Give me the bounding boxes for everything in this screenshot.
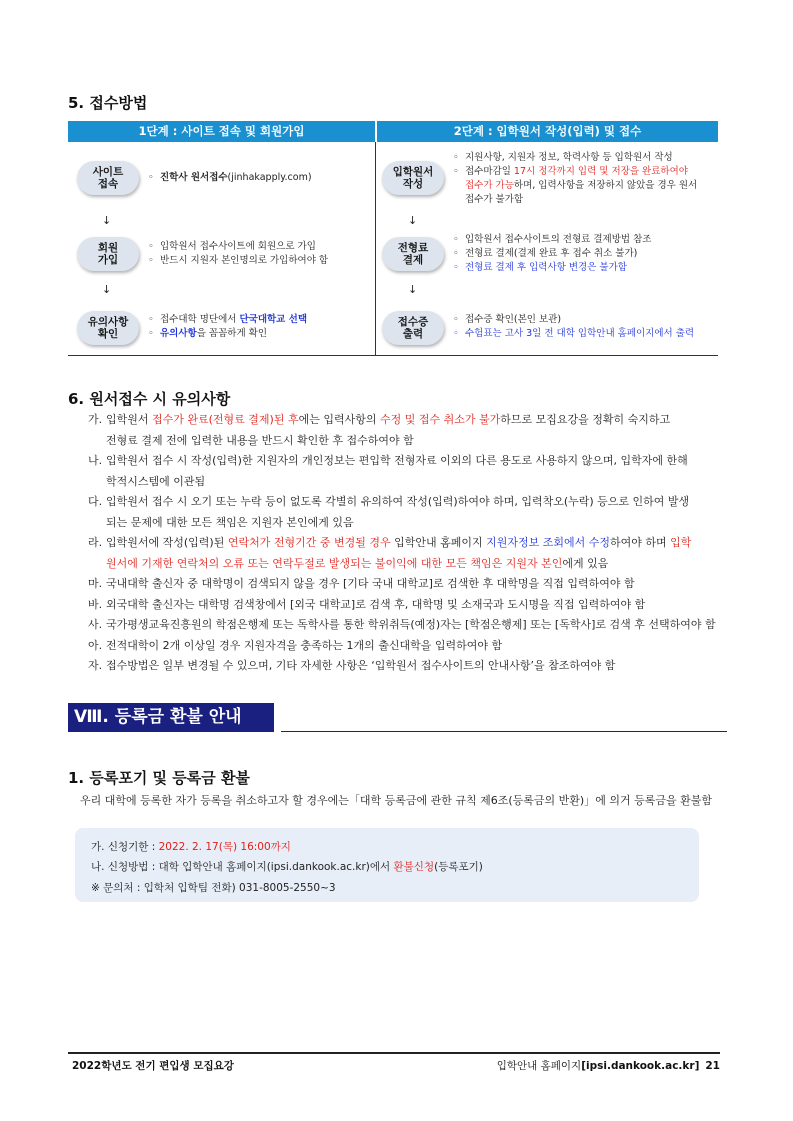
- arrow-icon: ↓: [408, 283, 418, 296]
- note-ba: [88, 595, 728, 616]
- note-na: [88, 451, 728, 492]
- notice-line-1: 접수대학 명단에서: [160, 314, 240, 325]
- note-highlight: 연락처가 전형기간 중 변경될 경우: [227, 536, 391, 549]
- note-text: 입학원서에 작성(입력)된: [106, 536, 228, 549]
- step-notice-text: [148, 313, 307, 341]
- note-text: 국내대학 출신자 중 대학명이 검색되지 않을 경우 [기타 국내 대학교]로 검색한 후 대학명을 직접 입력하여야 함: [106, 577, 635, 590]
- footer-title: 2022학년도 전기 편입생 모집요강: [72, 1060, 234, 1072]
- app-line-1: ◦ 지원사항, 지원자 정보, 학력사항 등 입학원서 작성: [453, 151, 718, 165]
- note-label: 나.: [88, 454, 103, 467]
- note-label: 라.: [88, 536, 103, 549]
- arrow-icon: ↓: [102, 214, 112, 227]
- note-text: 전적대학이 2개 이상일 경우 지원자격을 충족하는 1개의 출신대학을 입력하여야 함: [106, 638, 503, 652]
- deadline-label: 가. 신청기한 :: [91, 841, 159, 853]
- receipt-line-1: ◦ 접수증 확인(본인 보관): [453, 313, 718, 327]
- page-number: 21: [705, 1060, 720, 1072]
- note-label: 아.: [88, 638, 103, 652]
- note-highlight: 입학: [670, 536, 692, 549]
- step-notice-pill: 유의사항 확인: [77, 311, 139, 345]
- method-highlight: 환불신청: [393, 861, 435, 873]
- signup-line-2: ◦ 반드시 지원자 본인명의로 가입하여야 함: [148, 254, 328, 268]
- note-label: 다.: [88, 495, 103, 508]
- note-highlight: 수정 및 접수 취소가 불가: [379, 413, 501, 426]
- note-text: 입학원서 접수 시 오기 또는 누락 등이 없도록 각별히 유의하여 작성(입력)하여야 하며, 입력착오(누락) 등으로 인하여 발생: [106, 495, 690, 508]
- steps-table: [68, 121, 718, 356]
- app-line-3: 하며, 입력사항을 저장하지 않았을 경우 원서: [513, 180, 698, 191]
- note-highlight: 원서에 기재한 연락처의 오류 또는 연락두절로 발생되는 불이익에 대한 모든 책임은 지원자 본인: [106, 556, 563, 570]
- pay-line-3: ◦ 전형료 결제 후 입력사항 변경은 불가함: [453, 261, 718, 275]
- note-text: 되는 문제에 대한 모든 책임은 지원자 본인에게 있음: [106, 515, 354, 529]
- section8-title: Ⅷ. 등록금 환불 안내: [68, 703, 274, 732]
- arrow-icon: ↓: [408, 214, 418, 227]
- section8-rule: [281, 731, 727, 732]
- step-signup-text: [148, 240, 328, 268]
- step-receipt-text: [453, 313, 718, 341]
- receipt-line-2: ◦ 수험표는 고사 3일 전 대학 입학안내 홈페이지에서 출력: [453, 327, 718, 341]
- section6-title: 6. 원서접수 시 유의사항: [68, 390, 231, 408]
- refund-contact: ※ 문의처 : 입학처 입학팀 전화) 031-8005-2550~3: [91, 882, 336, 894]
- deadline-value: 2022. 2. 17(목) 16:00까지: [158, 841, 291, 853]
- refund-method: [91, 859, 483, 874]
- note-text: 입학원서: [106, 413, 153, 426]
- note-da: [88, 492, 728, 533]
- note-aa: [88, 636, 728, 657]
- stage1-header: 1단계 : 사이트 접속 및 회원가입: [68, 121, 375, 142]
- footer-right: [497, 1058, 720, 1073]
- note-label: 바.: [88, 597, 103, 611]
- step-receipt-pill: 접수증 출력: [382, 311, 444, 345]
- pay-line-1: ◦ 입학원서 접수사이트의 전형료 결제방법 참조: [453, 233, 718, 247]
- note-text: 접수방법은 일부 변경될 수 있으며, 기타 자세한 사항은 ‘입학원서 접수사이트의 안내사항’을 참조하여야 함: [106, 659, 616, 672]
- note-ra: [88, 533, 728, 574]
- refund-info-box: [75, 828, 699, 902]
- jinhak-label: 진학사 원서접수: [160, 172, 228, 183]
- note-label: 마.: [88, 577, 103, 590]
- step-site-access-pill: 사이트 접속: [77, 161, 139, 195]
- note-highlight: 접수가 완료(전형료 결제)된 후: [152, 413, 299, 426]
- section5-title: 5. 접수방법: [68, 94, 148, 112]
- note-text: 외국대학 출신자는 대학명 검색창에서 [외국 대학교]로 검색 후, 대학명 및 소재국과 도시명을 직접 입력하여야 함: [106, 597, 646, 611]
- refund-paragraph: 우리 대학에 등록한 자가 등록을 취소하고자 할 경우에는「대학 등록금에 관한 규칙 제6조(등록금의 반환)」에 의거 등록금을 환불함: [80, 794, 712, 807]
- note-ja: [88, 656, 728, 677]
- note-label: 가.: [88, 413, 103, 426]
- note-ma: [88, 574, 728, 595]
- note-ga: [88, 410, 728, 451]
- note-text: 입학원서 접수 시 작성(입력)한 지원자의 개인정보는 편입학 전형자료 이외의 다른 용도로 사용하지 않으며, 입학자에 한해: [106, 454, 688, 467]
- note-text: 입학안내 홈페이지: [390, 536, 487, 549]
- app-line-2: 접수마감일: [465, 166, 514, 177]
- refund-deadline: [91, 839, 291, 854]
- notes-list: [88, 410, 728, 677]
- method-suffix: (등록포기): [434, 861, 483, 873]
- note-text: 에는 입력사항의: [298, 413, 380, 426]
- refund-subtitle: 1. 등록포기 및 등록금 환불: [68, 769, 250, 787]
- step-payment-pill: 전형료 결제: [382, 237, 444, 271]
- step-application-text: [453, 151, 718, 207]
- pay-line-2: ◦ 전형료 결제(결제 완료 후 접수 취소 불가): [453, 247, 718, 261]
- stage-divider: [375, 142, 376, 356]
- note-text: 학적시스템에 이관됨: [106, 474, 206, 488]
- dankook-select: 단국대학교 선택: [239, 314, 308, 325]
- note-text: 에게 있음: [562, 556, 609, 570]
- footer-homepage-label: 입학안내 홈페이지: [496, 1060, 582, 1072]
- note-label: 사.: [88, 618, 103, 631]
- receipt-possible: 접수가 가능: [465, 180, 514, 191]
- step-signup-pill: 회원 가입: [77, 237, 139, 271]
- arrow-icon: ↓: [102, 283, 112, 296]
- footer-url: [ipsi.dankook.ac.kr]: [581, 1060, 700, 1072]
- note-label: 자.: [88, 659, 103, 672]
- stage2-header: 2단계 : 입학원서 작성(입력) 및 접수: [377, 121, 718, 142]
- signup-line-1: ◦ 입학원서 접수사이트에 회원으로 가입: [148, 240, 328, 254]
- notice-line-2: 을 꼼꼼하게 확인: [196, 328, 267, 339]
- step-payment-text: [453, 233, 718, 275]
- notice-hl: 유의사항: [160, 328, 197, 339]
- app-line-4: 접수가 불가함: [465, 194, 524, 205]
- note-text: 국가평생교육진흥원의 학점은행제 또는 독학사를 통한 학위취득(예정)자는 [학점은행제] 또는 [독학사]로 검색 후 선택하여야 함: [106, 618, 716, 631]
- step-application-pill: 입학원서 작성: [382, 161, 444, 195]
- note-text: 하므로 모집요강을 정확히 숙지하고: [500, 413, 671, 426]
- note-text: 전형료 결제 전에 입력한 내용을 반드시 확인한 후 접수하여야 함: [106, 433, 414, 447]
- step-site-access-text: [148, 171, 312, 185]
- method-label: 나. 신청방법 : 대학 입학안내 홈페이지(ipsi.dankook.ac.kr)에서: [91, 861, 394, 873]
- footer-rule: [68, 1052, 720, 1054]
- note-text: 하여야 하며: [609, 536, 671, 549]
- note-sa: [88, 615, 728, 636]
- note-highlight: 지원자정보 조회에서 수정: [486, 536, 610, 549]
- deadline-text: 17시 정각까지 입력 및 저장을 완료하여야: [513, 166, 688, 177]
- jinhak-url: (jinhakapply.com): [227, 172, 312, 183]
